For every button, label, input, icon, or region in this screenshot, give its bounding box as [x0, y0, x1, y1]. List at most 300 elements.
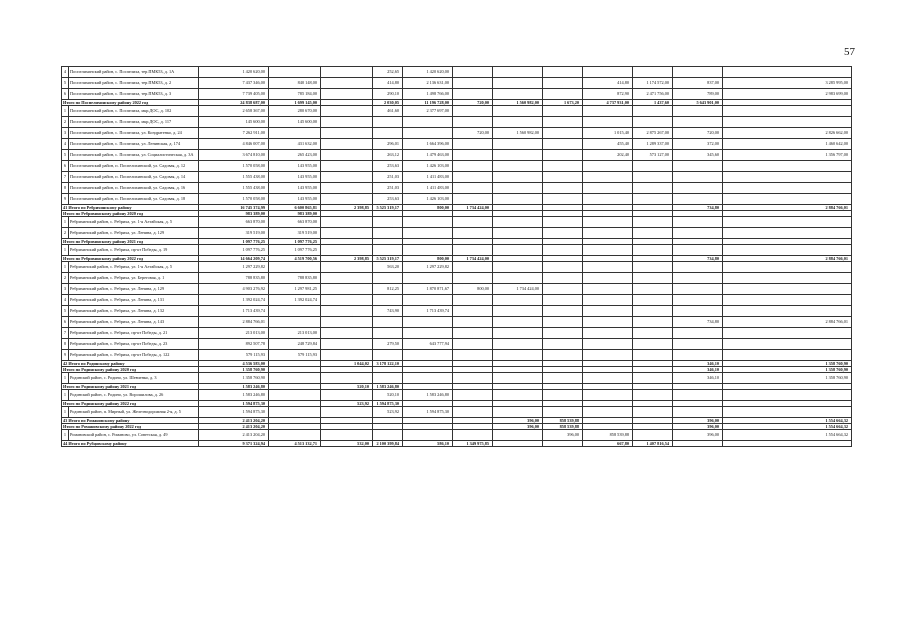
value-cell: 296,01 [373, 139, 403, 150]
table-row [62, 407, 852, 418]
value-cell [723, 306, 852, 317]
row-number: 1 [62, 262, 69, 273]
address-cell: Ребрихинский район, с. Ребриха, ул. Береговая, д. 1 [69, 273, 199, 284]
value-cell [403, 295, 453, 306]
address-cell: Ребрихинский район, с. Ребриха, пр-кт Победы, д. 23 [69, 339, 199, 350]
value-cell: 720,00 [673, 128, 723, 139]
value-cell [633, 373, 673, 384]
row-number: 6 [62, 161, 69, 172]
value-cell [633, 117, 673, 128]
subtotal-value: 2 030,05 [373, 100, 403, 106]
value-cell [403, 373, 453, 384]
value-cell: 858 539,88 [583, 430, 633, 441]
address-cell: Ребрихинский район, с. Ребриха, ул. Ленина, д. 131 [69, 295, 199, 306]
subtotal-value: 2 884 766,01 [723, 205, 852, 211]
value-cell [543, 390, 583, 401]
value-cell: 837,00 [673, 78, 723, 89]
value-cell [543, 407, 583, 418]
value-cell: 2 658 367,00 [199, 106, 269, 117]
table-row [62, 150, 852, 161]
value-cell [543, 194, 583, 205]
table-row [62, 306, 852, 317]
subtotal-value: 396,00 [673, 418, 723, 424]
subtotal-value: 858 539,88 [543, 424, 583, 430]
subtotal-value: 2 413 204,20 [199, 424, 269, 430]
value-cell [673, 390, 723, 401]
value-cell [453, 217, 493, 228]
value-cell: 1 560 982,00 [493, 128, 543, 139]
subtotal-value: 1 594 875,30 [373, 401, 403, 407]
value-cell [723, 284, 852, 295]
value-cell [633, 295, 673, 306]
value-cell: 2 377 697,00 [403, 106, 453, 117]
value-cell: 414,80 [583, 78, 633, 89]
value-cell [633, 317, 673, 328]
value-cell [633, 328, 673, 339]
value-cell [403, 117, 453, 128]
subtotal-value: 983 389,00 [199, 211, 269, 217]
value-cell [723, 228, 852, 239]
address-cell: Поспелихинский район, с. Поспелиха, ул. Кондратенко, д. 24 [69, 128, 199, 139]
address-cell: Поспелихинский район, п. Поспелихинский, ул. Садовая, д. 16 [69, 183, 199, 194]
value-cell: 319 519,00 [269, 228, 321, 239]
value-cell [583, 407, 633, 418]
value-cell [493, 306, 543, 317]
value-cell: 743,90 [373, 306, 403, 317]
table-row [62, 161, 852, 172]
value-cell: 1 289 337,00 [633, 139, 673, 150]
subtotal-value: 1 097 776,25 [199, 239, 269, 245]
value-cell: 251,03 [373, 183, 403, 194]
subtotal-value [673, 441, 723, 447]
value-cell: 2 136 631,00 [403, 78, 453, 89]
subtotal-value: 1 673,20 [543, 100, 583, 106]
row-number: 9 [62, 350, 69, 361]
subtotal-value: 4 737 931,00 [583, 100, 633, 106]
value-cell: 3 674 810,00 [199, 150, 269, 161]
value-cell: 1 554 664,32 [723, 430, 852, 441]
row-number: 1 [62, 390, 69, 401]
value-cell [493, 390, 543, 401]
subtotal-value [723, 441, 852, 447]
subtotal-value: 1 554 664,32 [723, 424, 852, 430]
value-cell [583, 106, 633, 117]
value-cell [543, 67, 583, 78]
address-cell: Романовский район, с. Романово, ул. Советская, д. 49 [69, 430, 199, 441]
value-cell [373, 228, 403, 239]
address-cell: Ребрихинский район, с. Ребриха, ул. Ленина, д. 132 [69, 306, 199, 317]
subtotal-value: 2 884 766,01 [723, 256, 852, 262]
value-cell [321, 139, 373, 150]
value-cell: 145 600,00 [199, 117, 269, 128]
value-cell: 812,25 [373, 284, 403, 295]
table-row [62, 284, 852, 295]
value-cell: 345,60 [673, 150, 723, 161]
value-cell [321, 328, 373, 339]
value-cell [633, 350, 673, 361]
value-cell [543, 350, 583, 361]
value-cell [543, 217, 583, 228]
value-cell: 1 594 875,30 [403, 407, 453, 418]
value-cell [543, 172, 583, 183]
subtotal-value: 396,00 [493, 424, 543, 430]
value-cell [673, 339, 723, 350]
value-cell: 788 835,80 [199, 273, 269, 284]
value-cell [723, 328, 852, 339]
value-cell [453, 245, 493, 256]
value-cell: 789,00 [673, 89, 723, 100]
value-cell [269, 407, 321, 418]
value-cell [543, 373, 583, 384]
value-cell [321, 245, 373, 256]
value-cell [321, 78, 373, 89]
value-cell: 431 632,00 [269, 139, 321, 150]
subtotal-value: 11 196 728,00 [403, 100, 453, 106]
value-cell [321, 430, 373, 441]
value-cell [723, 117, 852, 128]
address-cell: Ребрихинский район, с. Ребриха, ул. Ленина, д. 129 [69, 284, 199, 295]
value-cell [723, 390, 852, 401]
subtotal-value: 1 734 424,00 [453, 205, 493, 211]
table-row [62, 78, 852, 89]
subtotal-value: 1 407 816,54 [633, 441, 673, 447]
value-cell [723, 245, 852, 256]
value-cell [633, 228, 673, 239]
value-cell [583, 67, 633, 78]
subtotal-value: 800,00 [403, 205, 453, 211]
value-cell [269, 306, 321, 317]
address-cell: Поспелихинский район, п. Поспелихинский, ул. Садовая, д. 18 [69, 194, 199, 205]
row-number: 4 [62, 67, 69, 78]
value-cell [493, 194, 543, 205]
value-cell [453, 150, 493, 161]
value-cell [633, 217, 673, 228]
value-cell [403, 228, 453, 239]
subtotal-value [543, 441, 583, 447]
subtotal-value: 16 745 374,99 [199, 205, 269, 211]
value-cell [583, 217, 633, 228]
value-cell [321, 373, 373, 384]
value-cell [723, 217, 852, 228]
value-cell: 461,60 [373, 106, 403, 117]
value-cell [673, 117, 723, 128]
value-cell [373, 430, 403, 441]
address-cell: Ребрихинский район, с. Ребриха, ул. 1-я Алтайская, д. 5 [69, 262, 199, 273]
row-number: 5 [62, 78, 69, 89]
subtotal-value [493, 441, 543, 447]
value-cell: 2 471 756,00 [633, 89, 673, 100]
value-cell [453, 194, 493, 205]
value-cell: 1 555 438,00 [199, 172, 269, 183]
subtotal-value: 14 664 209,74 [199, 256, 269, 262]
value-cell: 7 739 405,00 [199, 89, 269, 100]
value-cell [269, 390, 321, 401]
value-cell: 319 519,00 [199, 228, 269, 239]
value-cell [373, 350, 403, 361]
subtotal-value: 2 398,85 [321, 205, 373, 211]
subtotal-label: 44 Итого по Рубцовскому району [62, 441, 199, 447]
value-cell [453, 339, 493, 350]
value-cell: 4 903 276,92 [199, 284, 269, 295]
value-cell [673, 161, 723, 172]
value-cell [493, 328, 543, 339]
row-number: 3 [62, 284, 69, 295]
value-cell: 520,10 [373, 390, 403, 401]
value-cell [723, 106, 852, 117]
value-cell [673, 295, 723, 306]
address-cell: Ребрихинский район, с. Ребриха, ул. Ленина, д. 129 [69, 228, 199, 239]
value-cell [633, 106, 673, 117]
value-cell: 143 955,00 [269, 161, 321, 172]
value-cell [723, 295, 852, 306]
value-cell [493, 150, 543, 161]
value-cell: 1 426 103,00 [403, 161, 453, 172]
table-row [62, 194, 852, 205]
subtotal-value: 523,92 [321, 401, 373, 407]
address-cell: Поспелихинский район, с. Поспелиха, мкр.ДОС, д. 102 [69, 106, 199, 117]
value-cell: 1 411 483,00 [403, 183, 453, 194]
value-cell [543, 117, 583, 128]
row-number: 1 [62, 217, 69, 228]
subtotal-value: 1 358 760,90 [723, 367, 852, 373]
value-cell [723, 339, 852, 350]
value-cell [269, 67, 321, 78]
value-cell [453, 172, 493, 183]
value-cell [321, 89, 373, 100]
address-cell: Поспелихинский район, п. Поспелихинский, ул. Садовая, д. 12 [69, 161, 199, 172]
value-cell [583, 245, 633, 256]
value-cell [453, 139, 493, 150]
value-cell [543, 245, 583, 256]
address-cell: Поспелихинский район, п. Поспелихинский, ул. Садовая, д. 14 [69, 172, 199, 183]
value-cell [543, 328, 583, 339]
address-cell: Ребрихинский район, с. Ребриха, ул. 1-я Алтайская, д. 5 [69, 217, 199, 228]
table-row [62, 430, 852, 441]
table-row [62, 317, 852, 328]
value-cell [543, 78, 583, 89]
address-cell: Поспелихинский район, с. Поспелиха, мкр.ДОС, д. 117 [69, 117, 199, 128]
table-row [62, 328, 852, 339]
value-cell [583, 390, 633, 401]
value-cell [453, 430, 493, 441]
value-cell [723, 194, 852, 205]
value-cell [321, 390, 373, 401]
value-cell: 734,80 [673, 317, 723, 328]
value-cell [673, 67, 723, 78]
value-cell [373, 217, 403, 228]
subtotal-value: 2 398,85 [321, 256, 373, 262]
value-cell: 263,12 [373, 150, 403, 161]
value-cell: 213 013,00 [199, 328, 269, 339]
value-cell [321, 194, 373, 205]
row-number: 7 [62, 328, 69, 339]
subtotal-value: 1 560 982,00 [493, 100, 543, 106]
subtotal-label: Итого по Родинскому району 2022 год [62, 401, 199, 407]
value-cell [673, 407, 723, 418]
value-cell [373, 373, 403, 384]
row-number: 4 [62, 139, 69, 150]
row-number: 6 [62, 317, 69, 328]
value-cell [543, 228, 583, 239]
value-cell [321, 262, 373, 273]
value-cell: 253,63 [373, 194, 403, 205]
value-cell [633, 306, 673, 317]
value-cell [321, 183, 373, 194]
value-cell: 579 115,93 [269, 350, 321, 361]
table-row [62, 106, 852, 117]
row-number: 1 [62, 373, 69, 384]
value-cell [673, 194, 723, 205]
value-cell: 1 734 424,00 [493, 284, 543, 295]
value-cell: 523,92 [373, 407, 403, 418]
value-cell: 663 870,00 [269, 217, 321, 228]
row-number: 3 [62, 128, 69, 139]
value-cell [453, 390, 493, 401]
row-number: 2 [62, 117, 69, 128]
subtotal-value: 4 519 700,56 [269, 256, 321, 262]
value-cell [543, 306, 583, 317]
address-cell: Поспелихинский район, с. Поспелиха, тер.ПМК53, д. 1А [69, 67, 199, 78]
row-number: 1 [62, 407, 69, 418]
value-cell [543, 284, 583, 295]
value-cell [269, 373, 321, 384]
value-cell [543, 273, 583, 284]
value-cell [453, 273, 493, 284]
table-row [62, 228, 852, 239]
value-cell [673, 245, 723, 256]
value-cell: 785 184,00 [269, 89, 321, 100]
value-cell [673, 350, 723, 361]
value-cell [583, 172, 633, 183]
value-cell: 346,10 [673, 373, 723, 384]
table-row [62, 128, 852, 139]
table-row [62, 67, 852, 78]
subtotal-value: 346,10 [673, 367, 723, 373]
value-cell [543, 262, 583, 273]
value-cell: 252,65 [373, 67, 403, 78]
value-cell [723, 172, 852, 183]
value-cell: 396,00 [543, 430, 583, 441]
value-cell [453, 67, 493, 78]
value-cell: 2 826 662,00 [723, 128, 852, 139]
value-cell [633, 194, 673, 205]
value-cell [453, 228, 493, 239]
value-cell [583, 295, 633, 306]
subtotal-value: 734,80 [673, 205, 723, 211]
subtotal-value: 586,10 [403, 441, 453, 447]
table-row [62, 117, 852, 128]
value-cell [493, 262, 543, 273]
address-cell: Ребрихинский район, с. Ребриха, пр-кт Победы, д. 21 [69, 328, 199, 339]
value-cell: 396,00 [673, 430, 723, 441]
value-cell: 872,90 [583, 89, 633, 100]
value-cell [321, 128, 373, 139]
value-cell: 1 392 024,74 [199, 295, 269, 306]
value-cell [543, 128, 583, 139]
value-cell [583, 373, 633, 384]
subtotal-value: 6 600 865,81 [269, 205, 321, 211]
value-cell [373, 117, 403, 128]
subtotal-value: 4 536 583,00 [199, 361, 269, 367]
value-cell [373, 245, 403, 256]
value-cell [321, 161, 373, 172]
address-cell: Ребрихинский район, с. Ребриха, пр-кт Победы, д. 19 [69, 245, 199, 256]
value-cell [453, 317, 493, 328]
row-number: 8 [62, 183, 69, 194]
value-cell: 2 413 204,20 [199, 430, 269, 441]
subtotal-label: Итого по Ребрихинскому району 2021 год [62, 239, 199, 245]
value-cell: 1 426 103,00 [403, 194, 453, 205]
value-cell: 7 437 346,00 [199, 78, 269, 89]
row-number: 7 [62, 172, 69, 183]
subtotal-label: Итого по Романовскому району 2022 год [62, 424, 199, 430]
value-cell [583, 273, 633, 284]
value-cell [493, 350, 543, 361]
value-cell: 279,50 [373, 339, 403, 350]
subtotal-value: 396,00 [673, 424, 723, 430]
row-number: 4 [62, 295, 69, 306]
address-cell: Родинский район, с. Родино, ул. Шевченко, д. 3 [69, 373, 199, 384]
value-cell: 1 664 396,00 [403, 139, 453, 150]
value-cell [723, 183, 852, 194]
value-cell [403, 128, 453, 139]
value-cell [373, 295, 403, 306]
value-cell [583, 228, 633, 239]
subtotal-value: 5 643 901,00 [673, 100, 723, 106]
table-row [62, 295, 852, 306]
value-cell [269, 430, 321, 441]
value-cell [321, 306, 373, 317]
row-number: 1 [62, 430, 69, 441]
value-cell [269, 317, 321, 328]
subtotal-value: 858 539,88 [543, 418, 583, 424]
value-cell: 1 358 760,90 [723, 373, 852, 384]
address-cell: Ребрихинский район, с. Ребриха, ул. Ленина, д. 143 [69, 317, 199, 328]
value-cell [723, 161, 852, 172]
value-cell: 663 870,00 [199, 217, 269, 228]
table-row [62, 390, 852, 401]
value-cell: 720,00 [453, 128, 493, 139]
page-number: 57 [844, 46, 855, 58]
value-cell [723, 407, 852, 418]
value-cell [673, 228, 723, 239]
subtotal-value: 800,00 [403, 256, 453, 262]
value-cell [493, 67, 543, 78]
value-cell: 2 875 267,00 [633, 128, 673, 139]
address-cell: Родинский район, п. Мирный, ул. Железнодорожная 2-я, д. 5 [69, 407, 199, 418]
value-cell: 1 356 797,00 [723, 150, 852, 161]
subtotal-value: 5 525 319,17 [373, 205, 403, 211]
value-cell [493, 339, 543, 350]
subtotal-value: 1 044,02 [321, 361, 373, 367]
value-cell [373, 128, 403, 139]
value-cell [633, 262, 673, 273]
value-cell [633, 339, 673, 350]
value-cell [321, 67, 373, 78]
value-cell: 579 115,93 [199, 350, 269, 361]
subtotal-label: 42 Итого по Родинскому району [62, 361, 199, 367]
subtotal-value: 1 358 760,90 [723, 361, 852, 367]
value-cell [493, 89, 543, 100]
value-cell: 643 777,94 [403, 339, 453, 350]
row-number: 1 [62, 106, 69, 117]
value-cell [453, 262, 493, 273]
value-cell: 1 498 766,00 [403, 89, 453, 100]
value-cell: 7 262 911,00 [199, 128, 269, 139]
value-cell [373, 317, 403, 328]
value-cell [633, 172, 673, 183]
value-cell: 1 174 572,00 [633, 78, 673, 89]
